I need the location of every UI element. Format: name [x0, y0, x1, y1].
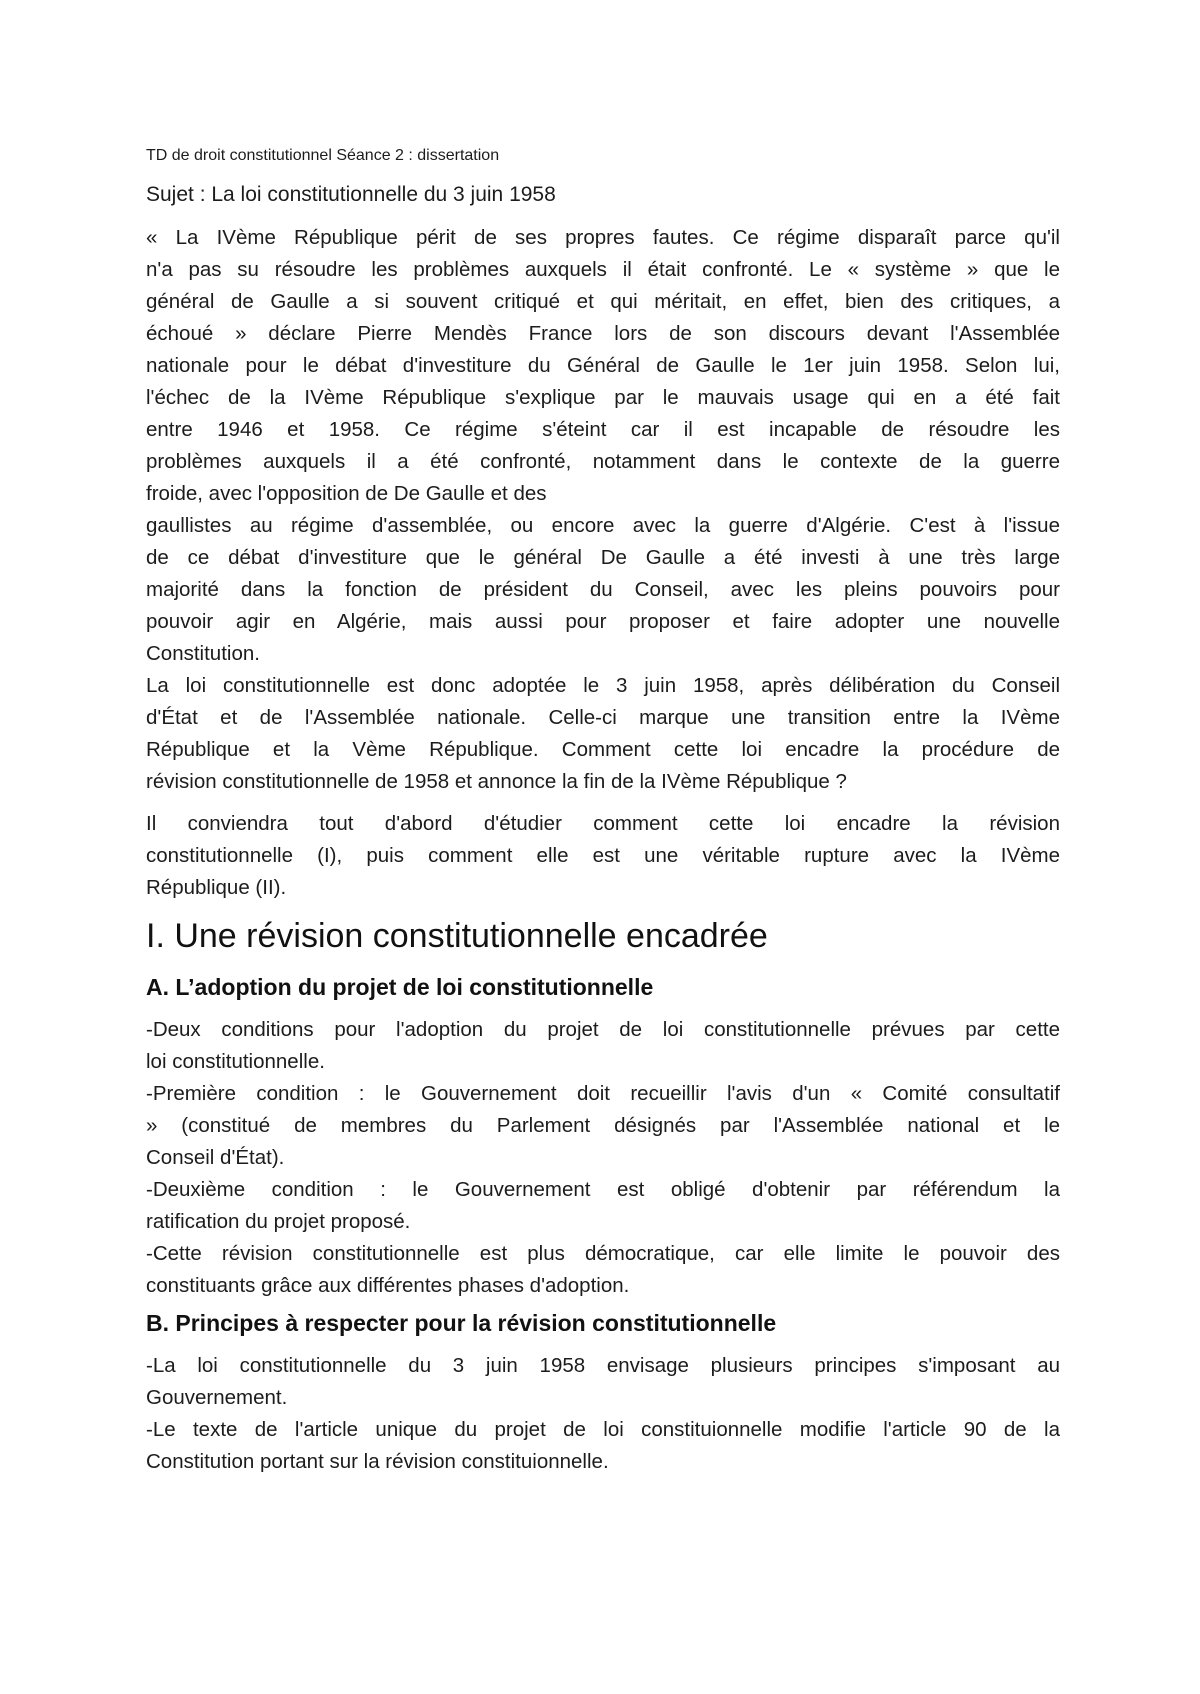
document-header: TD de droit constitutionnel Séance 2 : dissertation	[146, 147, 500, 164]
text-line: Constitution.	[146, 642, 260, 665]
text-line: ratification du projet proposé.	[146, 1210, 411, 1233]
text-line: froide, avec l'opposition de De Gaulle et des	[146, 482, 547, 505]
text-line: -Deux conditions pour l'adoption du projet de loi constitutionnelle prévues par cette	[146, 1018, 1060, 1041]
text-line: -Le texte de l'article unique du projet de loi constituionnelle modifie l'article 90 de la	[146, 1418, 1060, 1441]
text-line: nationale pour le débat d'investiture du Général de Gaulle le 1er juin 1958. Selon lui,	[146, 354, 1060, 377]
text-line: Constitution portant sur la révision constituionnelle.	[146, 1450, 609, 1473]
text-line: l'échec de la IVème République s'explique par le mauvais usage qui en a été fait	[146, 386, 1060, 409]
text-line: constituants grâce aux différentes phases d'adoption.	[146, 1274, 630, 1297]
text-line: Conseil d'État).	[146, 1146, 285, 1169]
text-line: « La IVème République périt de ses propres fautes. Ce régime disparaît parce qu'il	[146, 226, 1060, 249]
section-b-body	[146, 1350, 1060, 1478]
section-a-body	[146, 1014, 1060, 1302]
text-line: -La loi constitutionnelle du 3 juin 1958 envisage plusieurs principes s'imposant au	[146, 1354, 1060, 1377]
text-line: gaullistes au régime d'assemblée, ou encore avec la guerre d'Algérie. C'est à l'issue	[146, 514, 1060, 537]
text-line: Gouvernement.	[146, 1386, 288, 1409]
text-line: République et la Vème République. Comment cette loi encadre la procédure de	[146, 738, 1060, 761]
text-line: Il conviendra tout d'abord d'étudier comment cette loi encadre la révision	[146, 812, 1060, 835]
section-a-heading: A. L’adoption du projet de loi constitutionnelle	[146, 974, 654, 1000]
text-line: n'a pas su résoudre les problèmes auxquels il était confronté. Le « système » que le	[146, 258, 1060, 281]
text-line: -Deuxième condition : le Gouvernement est obligé d'obtenir par référendum la	[146, 1178, 1060, 1201]
section-b-heading: B. Principes à respecter pour la révision constitutionnelle	[146, 1310, 777, 1336]
text-line: problèmes auxquels il a été confronté, notamment dans le contexte de la guerre	[146, 450, 1060, 473]
text-line: -Première condition : le Gouvernement doit recueillir l'avis d'un « Comité consultatif	[146, 1082, 1060, 1105]
text-line: révision constitutionnelle de 1958 et annonce la fin de la IVème République ?	[146, 770, 847, 793]
subject-line: Sujet : La loi constitutionnelle du 3 juin 1958	[146, 183, 556, 206]
text-line: général de Gaulle a si souvent critiqué et qui méritait, en effet, bien des critiques, a	[146, 290, 1060, 313]
part-one-heading: I. Une révision constitutionnelle encadrée	[146, 917, 768, 955]
text-line: La loi constitutionnelle est donc adoptée le 3 juin 1958, après délibération du Conseil	[146, 674, 1060, 697]
text-line: République (II).	[146, 876, 287, 899]
text-line: constitutionnelle (I), puis comment elle est une véritable rupture avec la IVème	[146, 844, 1060, 867]
text-line: loi constitutionnelle.	[146, 1050, 325, 1073]
text-line: -Cette révision constitutionnelle est plus démocratique, car elle limite le pouvoir des	[146, 1242, 1060, 1265]
text-line: majorité dans la fonction de président du Conseil, avec les pleins pouvoirs pour	[146, 578, 1060, 601]
plan-paragraph	[146, 808, 1060, 904]
text-line: » (constitué de membres du Parlement désignés par l'Assemblée national et le	[146, 1114, 1060, 1137]
text-line: d'État et de l'Assemblée nationale. Celle-ci marque une transition entre la IVème	[146, 706, 1060, 729]
intro-paragraph	[146, 222, 1060, 798]
text-line: échoué » déclare Pierre Mendès France lors de son discours devant l'Assemblée	[146, 322, 1060, 345]
text-line: pouvoir agir en Algérie, mais aussi pour proposer et faire adopter une nouvelle	[146, 610, 1060, 633]
text-line: entre 1946 et 1958. Ce régime s'éteint car il est incapable de résoudre les	[146, 418, 1060, 441]
document-content	[146, 146, 1060, 1478]
text-line: de ce débat d'investiture que le général De Gaulle a été investi à une très large	[146, 546, 1060, 569]
